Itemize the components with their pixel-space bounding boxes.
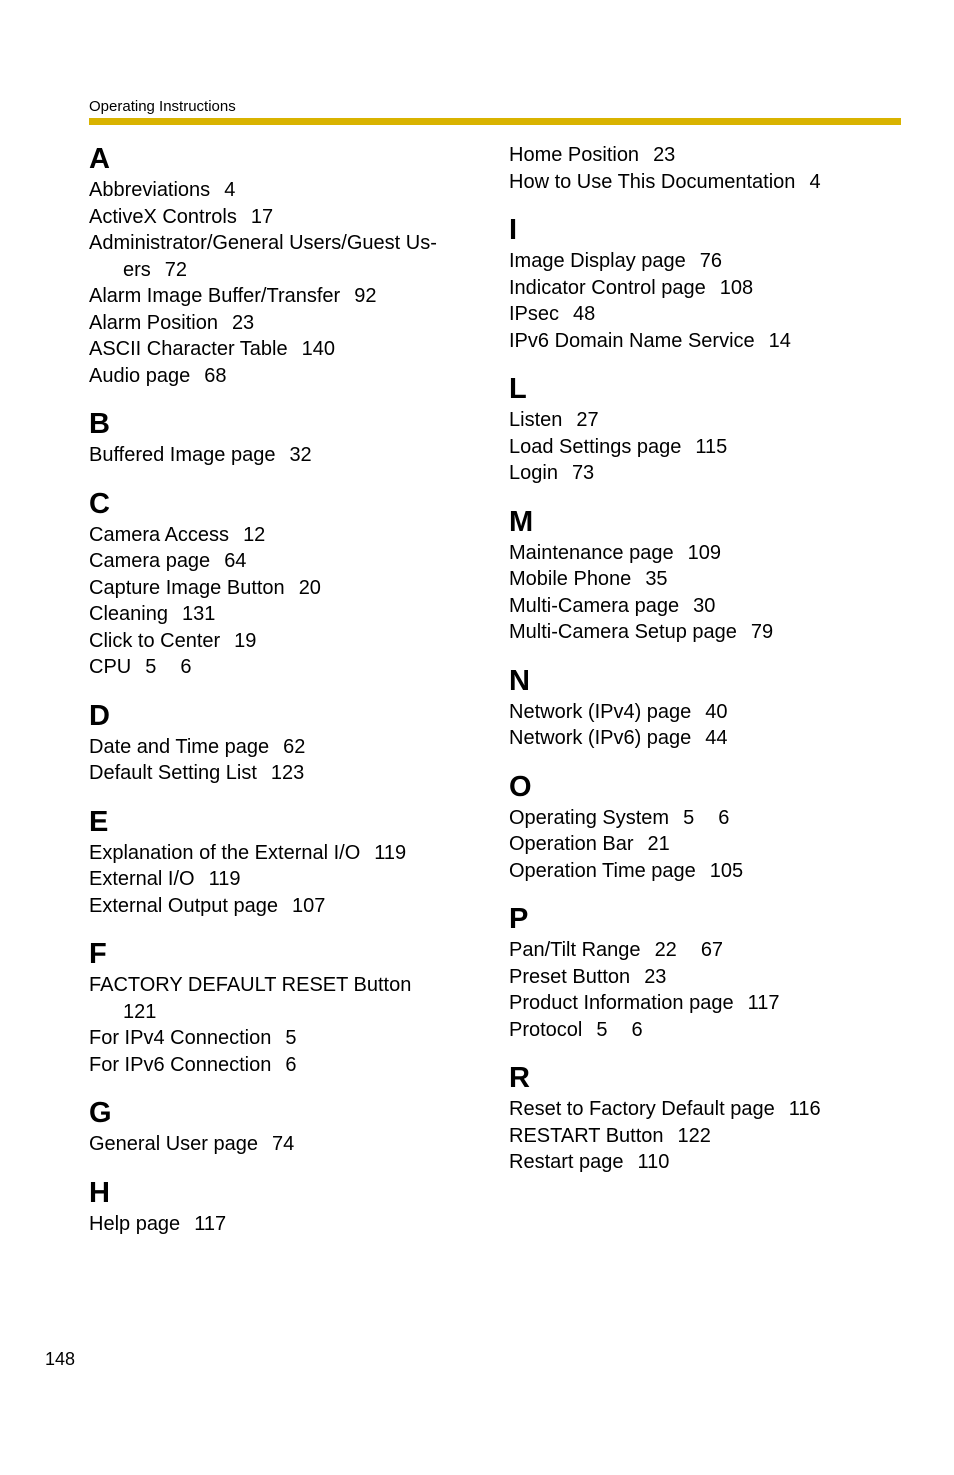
entry-term: Buffered Image page [89, 444, 276, 466]
entry-term: Reset to Factory Default page [509, 1098, 775, 1120]
index-entry [509, 301, 901, 328]
entry-term: Maintenance page [509, 541, 674, 564]
entry-term: Default Setting List [89, 762, 257, 784]
entry-term: Cleaning [89, 603, 168, 625]
page-reference[interactable]: 19 [234, 629, 257, 652]
page-reference[interactable]: 4 [809, 170, 821, 193]
page-reference[interactable]: 122 [677, 1124, 711, 1147]
section-letter: A [89, 143, 110, 175]
page-reference[interactable]: 79 [750, 621, 774, 643]
page-reference[interactable]: 12 [243, 523, 266, 546]
page-reference[interactable]: 140 [301, 338, 335, 360]
index-entry [89, 522, 479, 549]
entry-term: ASCII Character Table [89, 338, 288, 360]
page-reference[interactable]: 48 [573, 303, 596, 325]
section-letter: F [89, 938, 107, 970]
index-entry [509, 831, 901, 858]
page-reference[interactable]: 5 [145, 656, 157, 678]
entry-term: Operating System [509, 806, 670, 829]
page-reference[interactable]: 62 [283, 735, 306, 758]
index-column-left [89, 141, 479, 1237]
index-section [509, 901, 901, 1043]
index-entry [89, 548, 479, 575]
page-reference[interactable]: 40 [705, 700, 728, 723]
index-entry [89, 442, 479, 469]
page-reference[interactable]: 14 [768, 329, 791, 352]
page-reference[interactable]: 131 [181, 603, 216, 625]
page-number: 148 [45, 1349, 76, 1369]
index-entry [89, 283, 479, 310]
index-entry-continuation [89, 257, 479, 284]
entry-term: IPsec [509, 303, 560, 325]
entry-term: Login [509, 462, 558, 484]
index-entry [509, 169, 901, 196]
entry-term: Preset Button [509, 965, 631, 988]
entry-term: Multi-Camera page [509, 594, 680, 617]
index-entry [89, 575, 479, 602]
page-reference[interactable]: 21 [647, 833, 670, 855]
entry-term: Pan/Tilt Range [509, 939, 641, 961]
section-letter: C [89, 487, 110, 520]
page-reference[interactable]: 119 [374, 841, 407, 864]
section-letter: M [509, 505, 534, 538]
page-reference[interactable]: 6 [285, 1053, 297, 1076]
page-reference[interactable]: 27 [576, 409, 599, 431]
page-reference[interactable]: 105 [709, 859, 744, 882]
index-entry [89, 230, 479, 257]
entry-term: External Output page [89, 894, 279, 917]
index-entry [509, 566, 901, 593]
entry-term: Image Display page [509, 250, 686, 272]
index-entry [89, 1025, 479, 1052]
index-entry [89, 1052, 479, 1079]
page-reference[interactable]: 115 [695, 435, 728, 458]
index-entry [89, 840, 479, 867]
page-reference[interactable]: 5 [683, 806, 695, 829]
entry-term: Alarm Position [89, 311, 218, 334]
index-section [89, 698, 479, 787]
page-reference[interactable]: 116 [788, 1098, 821, 1120]
running-header: Operating Instructions [89, 98, 236, 115]
entry-term: Product Information page [509, 992, 734, 1014]
index-entry [509, 990, 901, 1017]
section-letter: H [89, 1176, 110, 1209]
entry-term: FACTORY DEFAULT RESET Button [89, 974, 412, 996]
index-section [509, 371, 901, 487]
index-section [89, 141, 479, 389]
entry-term: Abbreviations [89, 179, 211, 201]
entry-term: ActiveX Controls [89, 205, 237, 228]
entry-term: General User page [89, 1133, 258, 1155]
page-reference[interactable]: 72 [164, 258, 188, 281]
page-reference[interactable]: 119 [208, 868, 241, 890]
index-entry [509, 1017, 901, 1044]
section-letter: R [509, 1062, 530, 1094]
entry-term: Alarm Image Buffer/Transfer [89, 285, 341, 307]
index-entry [509, 805, 901, 832]
page-reference[interactable]: 6 [718, 806, 730, 829]
entry-term: For IPv6 Connection [89, 1053, 272, 1076]
index-entry [509, 248, 901, 275]
entry-term: Camera Access [89, 523, 230, 546]
entry-term: Network (IPv4) page [509, 700, 692, 723]
section-letter: I [509, 214, 518, 246]
index-section [89, 486, 479, 681]
entry-term: Operation Time page [509, 859, 696, 882]
page-reference[interactable]: 64 [224, 550, 247, 572]
index-entry [89, 1211, 479, 1238]
entry-term: Mobile Phone [509, 568, 632, 590]
entry-term: Indicator Control page [509, 276, 706, 299]
index-entry [89, 893, 479, 920]
index-entry [89, 601, 479, 628]
page-reference[interactable]: 6 [631, 1018, 643, 1041]
page-reference[interactable]: 23 [653, 144, 676, 166]
page-reference[interactable]: 73 [571, 462, 595, 484]
entry-term: Protocol [509, 1018, 583, 1041]
page-reference[interactable]: 67 [700, 939, 724, 961]
entry-term: Audio page [89, 364, 191, 387]
index-entry-continuation [89, 999, 479, 1026]
page-reference[interactable]: 108 [719, 276, 754, 299]
page-reference[interactable]: 107 [292, 894, 326, 917]
section-letter: B [89, 408, 110, 440]
index-entry [509, 1096, 901, 1123]
page-reference[interactable]: 5 [285, 1027, 297, 1049]
section-letter: D [89, 699, 110, 732]
page-reference[interactable]: 23 [231, 311, 255, 334]
index-entry [509, 460, 901, 487]
entry-term: Load Settings page [509, 435, 682, 458]
entry-term: Administrator/General Users/Guest Us- [89, 232, 437, 254]
page-reference[interactable]: 23 [644, 965, 667, 988]
page-reference[interactable]: 68 [204, 364, 227, 387]
entry-term: Explanation of the External I/O [89, 841, 361, 864]
index-entry [89, 310, 479, 337]
index-section [89, 406, 479, 469]
section-letter: E [89, 805, 109, 838]
index-entry [509, 275, 901, 302]
index-entry [89, 363, 479, 390]
page-reference[interactable]: 4 [224, 179, 236, 201]
entry-term: Listen [509, 409, 563, 431]
section-letter: N [509, 664, 530, 697]
index-entry [509, 328, 901, 355]
page-reference[interactable]: 17 [250, 205, 274, 228]
entry-term: Operation Bar [509, 833, 634, 855]
page-reference[interactable]: 110 [637, 1151, 670, 1173]
entry-term: Restart page [509, 1151, 624, 1173]
entry-term: External I/O [89, 868, 195, 890]
index-section [89, 936, 479, 1078]
index-section [509, 504, 901, 646]
entry-term: Help page [89, 1212, 181, 1235]
entry-term: RESTART Button [509, 1124, 664, 1147]
entry-term: Multi-Camera Setup page [509, 621, 737, 643]
page-reference[interactable]: 123 [270, 762, 305, 784]
entry-term: Camera page [89, 550, 211, 572]
index-entry [89, 336, 479, 363]
index-entry [89, 654, 479, 681]
header-rule [89, 118, 901, 125]
page-reference[interactable]: 32 [289, 444, 312, 466]
entry-term: For IPv4 Connection [89, 1027, 272, 1049]
index-section [89, 1175, 479, 1238]
index-entry [509, 699, 901, 726]
index-entry [509, 1123, 901, 1150]
page-reference[interactable]: 117 [194, 1212, 227, 1235]
section-letter: L [509, 373, 527, 405]
index-column-right [509, 142, 901, 1176]
page-reference[interactable]: 117 [747, 992, 780, 1014]
page-reference[interactable]: 20 [298, 576, 321, 599]
index-entry [89, 972, 479, 999]
page-reference[interactable]: 5 [596, 1018, 608, 1041]
page-reference[interactable]: 74 [271, 1133, 295, 1155]
page-reference[interactable]: 92 [354, 285, 377, 307]
index-section [509, 212, 901, 354]
page-reference[interactable]: 121 [123, 1000, 157, 1023]
page-reference[interactable]: 35 [645, 568, 668, 590]
index-entry [89, 760, 479, 787]
entry-term: Date and Time page [89, 735, 270, 758]
index-entry [89, 177, 479, 204]
page-reference[interactable]: 44 [705, 727, 728, 749]
index-entry [509, 619, 901, 646]
index-entry [509, 407, 901, 434]
index-entry [89, 866, 479, 893]
index-section [509, 1060, 901, 1176]
entry-term: Home Position [509, 144, 640, 166]
index-entry [509, 964, 901, 991]
index-section [509, 663, 901, 752]
page-reference[interactable]: 109 [687, 541, 721, 564]
index-entry [89, 204, 479, 231]
index-entry [89, 1131, 479, 1158]
section-letter: G [89, 1097, 112, 1129]
page-reference[interactable]: 30 [693, 594, 716, 617]
index-entry [509, 1149, 901, 1176]
index-entry [509, 142, 901, 169]
index-section [89, 804, 479, 920]
entry-term: Capture Image Button [89, 576, 285, 599]
section-letter: P [509, 903, 529, 935]
section-letter: O [509, 770, 532, 803]
index-entry [509, 858, 901, 885]
page-reference[interactable]: 22 [654, 939, 677, 961]
index-section [509, 142, 901, 195]
page-reference[interactable]: 76 [699, 250, 723, 272]
index-entry [509, 540, 901, 567]
entry-term: CPU [89, 656, 132, 678]
entry-term-continued: ers [123, 258, 151, 281]
index-entry [89, 628, 479, 655]
index-entry [509, 434, 901, 461]
entry-term: How to Use This Documentation [509, 170, 796, 193]
entry-term: Click to Center [89, 629, 221, 652]
index-section [89, 1095, 479, 1158]
index-section [509, 769, 901, 885]
index-entry [89, 734, 479, 761]
index-entry [509, 937, 901, 964]
page-reference[interactable]: 6 [180, 656, 192, 678]
entry-term: Network (IPv6) page [509, 727, 692, 749]
index-entry [509, 593, 901, 620]
index-entry [509, 725, 901, 752]
entry-term: IPv6 Domain Name Service [509, 329, 755, 352]
